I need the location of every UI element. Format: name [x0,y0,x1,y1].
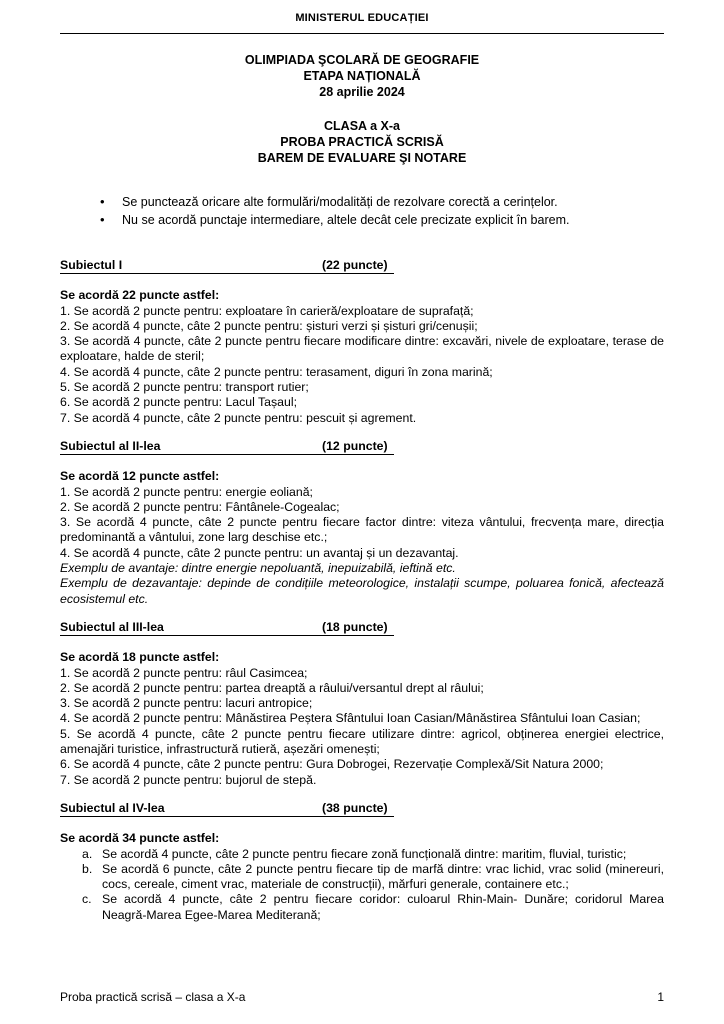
subject-1-heading [60,258,394,274]
note-item: • Se punctează oricare alte formulări/modalități de rezolvare corectă a cerințelor. [100,193,664,211]
item-marker: a. [82,846,93,861]
subject-4-list [60,847,664,923]
subject-1-line: 4. Se acordă 4 puncte, câte 2 puncte pentru: terasament, diguri în zona marină; [60,364,493,379]
olympiad-title: OLIMPIADA ŞCOLARĂ DE GEOGRAFIE [244,53,480,67]
item-marker: b. [82,861,93,876]
subject-2-name: Subiectul al II-lea [60,438,161,453]
item-marker: c. [82,892,92,907]
subject-2-line: 4. Se acordă 4 puncte, câte 2 puncte pentru: un avantaj și un dezavantaj. [60,545,459,560]
subject-1-line: 6. Se acordă 2 puncte pentru: Lacul Tașaul; [60,395,297,410]
general-notes [100,193,664,229]
subject-2-example: Exemplu de avantaje: dintre energie nepoluantă, inepuizabilă, ieftină etc. [60,561,456,576]
subject-2-line: 3. Se acordă 4 puncte, câte 2 puncte pentru fiecare factor dintre: viteza vântului, frecvența mare, direcția predominantă a vântului, zone larg deschise etc.; [60,515,664,545]
subject-4-intro: Se acordă 34 puncte astfel: [60,831,220,846]
exam-date: 28 aprilie 2024 [319,85,405,99]
subject-3-heading [60,620,394,636]
subject-1-line: 7. Se acordă 4 puncte, câte 2 puncte pentru: pescuit și agrement. [60,410,417,425]
subject-1-points: (22 puncte) [322,258,388,272]
ministry-header: MINISTERUL EDUCAȚIEI [295,12,429,24]
page-footer [60,990,664,1004]
subject-1-line: 3. Se acordă 4 puncte, câte 2 puncte pentru fiecare modificare dintre: excavări, nivele de exploatare, terase de exploatare, halde de steril; [60,334,664,364]
subject-1-line: 2. Se acordă 4 puncte, câte 2 puncte pentru: șisturi verzi și șisturi gri/cenușii; [60,318,478,333]
subject-3-line: 5. Se acordă 4 puncte, câte 2 puncte pentru fiecare utilizare dintre: agricol, obținerea energiei electrice, amenajări turistice, infrastructură rutieră, așezări omenești; [60,726,664,757]
subject-4-item [60,862,664,893]
subject-1-name: Subiectul I [60,258,123,272]
footer-label: Proba practică scrisă – clasa a X-a [60,990,246,1004]
page-number: 1 [657,990,664,1004]
subject-3-line: 6. Se acordă 4 puncte, câte 2 puncte pentru: Gura Dobrogei, Rezervație Complexă/Sit Natura 2000; [60,757,604,772]
subject-3-line: 7. Se acordă 2 puncte pentru: bujorul de stepă. [60,772,317,787]
note-item: • Nu se acordă punctaje intermediare, altele decât cele precizate explicit în barem. [100,211,664,229]
subject-3-line: 1. Se acordă 2 puncte pentru: râul Casimcea; [60,665,308,680]
header-rule [60,33,664,34]
scoring-body [60,258,664,923]
subject-3-line: 3. Se acordă 2 puncte pentru: lacuri antropice; [60,696,313,711]
subject-3-line: 2. Se acordă 2 puncte pentru: partea dreaptă a râului/versantul drept al râului; [60,680,484,695]
subject-4-name: Subiectul al IV-lea [60,800,165,815]
title-block [60,52,664,166]
subject-4-item [60,847,664,862]
subject-4-heading [60,801,394,817]
item-text: Se acordă 4 puncte, câte 2 pentru fiecare coridor: culoarul Rhin-Main- Dunăre; coridorul Marea Neagră-Marea Egee-Marea Mediterană; [102,892,664,922]
class-title: CLASA a X-a [324,119,400,133]
subject-4-item [60,892,664,923]
subject-3-intro: Se acordă 18 puncte astfel: [60,650,220,665]
subject-1-intro: Se acordă 22 puncte astfel: [60,288,220,303]
item-text: Se acordă 6 puncte, câte 2 puncte pentru fiecare tip de marfă dintre: vrac lichid, vrac solid (minereuri, cocs, cereale, ciment vrac, materiale de construcții), mărfuri generale, containere etc.; [102,861,664,892]
subject-3-name: Subiectul al III-lea [60,619,164,634]
scoring-title: BAREM DE EVALUARE ŞI NOTARE [257,151,467,165]
subject-2-heading [60,439,394,455]
item-text: Se acordă 4 puncte, câte 2 puncte pentru fiecare zonă funcțională dintre: maritim, fluvial, turistic; [102,846,627,861]
subject-2-intro: Se acordă 12 puncte astfel: [60,469,220,484]
subject-4-points: (38 puncte) [322,800,388,815]
subject-1-line: 5. Se acordă 2 puncte pentru: transport rutier; [60,380,309,395]
subject-2-line: 2. Se acordă 2 puncte pentru: Fântânele-Cogealac; [60,499,340,514]
subject-1-line: 1. Se acordă 2 puncte pentru: exploatare în carieră/exploatare de suprafață; [60,303,474,318]
stage-title: ETAPA NAȚIONALĂ [303,69,421,83]
subject-3-line: 4. Se acordă 2 puncte pentru: Mânăstirea Peștera Sfântului Ioan Casian/Mânăstirea Sfântului Ioan Casian; [60,711,641,726]
subject-2-example: Exemplu de dezavantaje: depinde de condițiile meteorologice, instalații scumpe, poluarea fonică, afectează ecosistemul etc. [60,576,664,606]
subject-2-line: 1. Se acordă 2 puncte pentru: energie eoliană; [60,484,313,499]
subject-2-points: (12 puncte) [322,438,388,453]
subject-3-points: (18 puncte) [322,619,388,634]
exam-type: PROBA PRACTICĂ SCRISĂ [280,135,444,149]
